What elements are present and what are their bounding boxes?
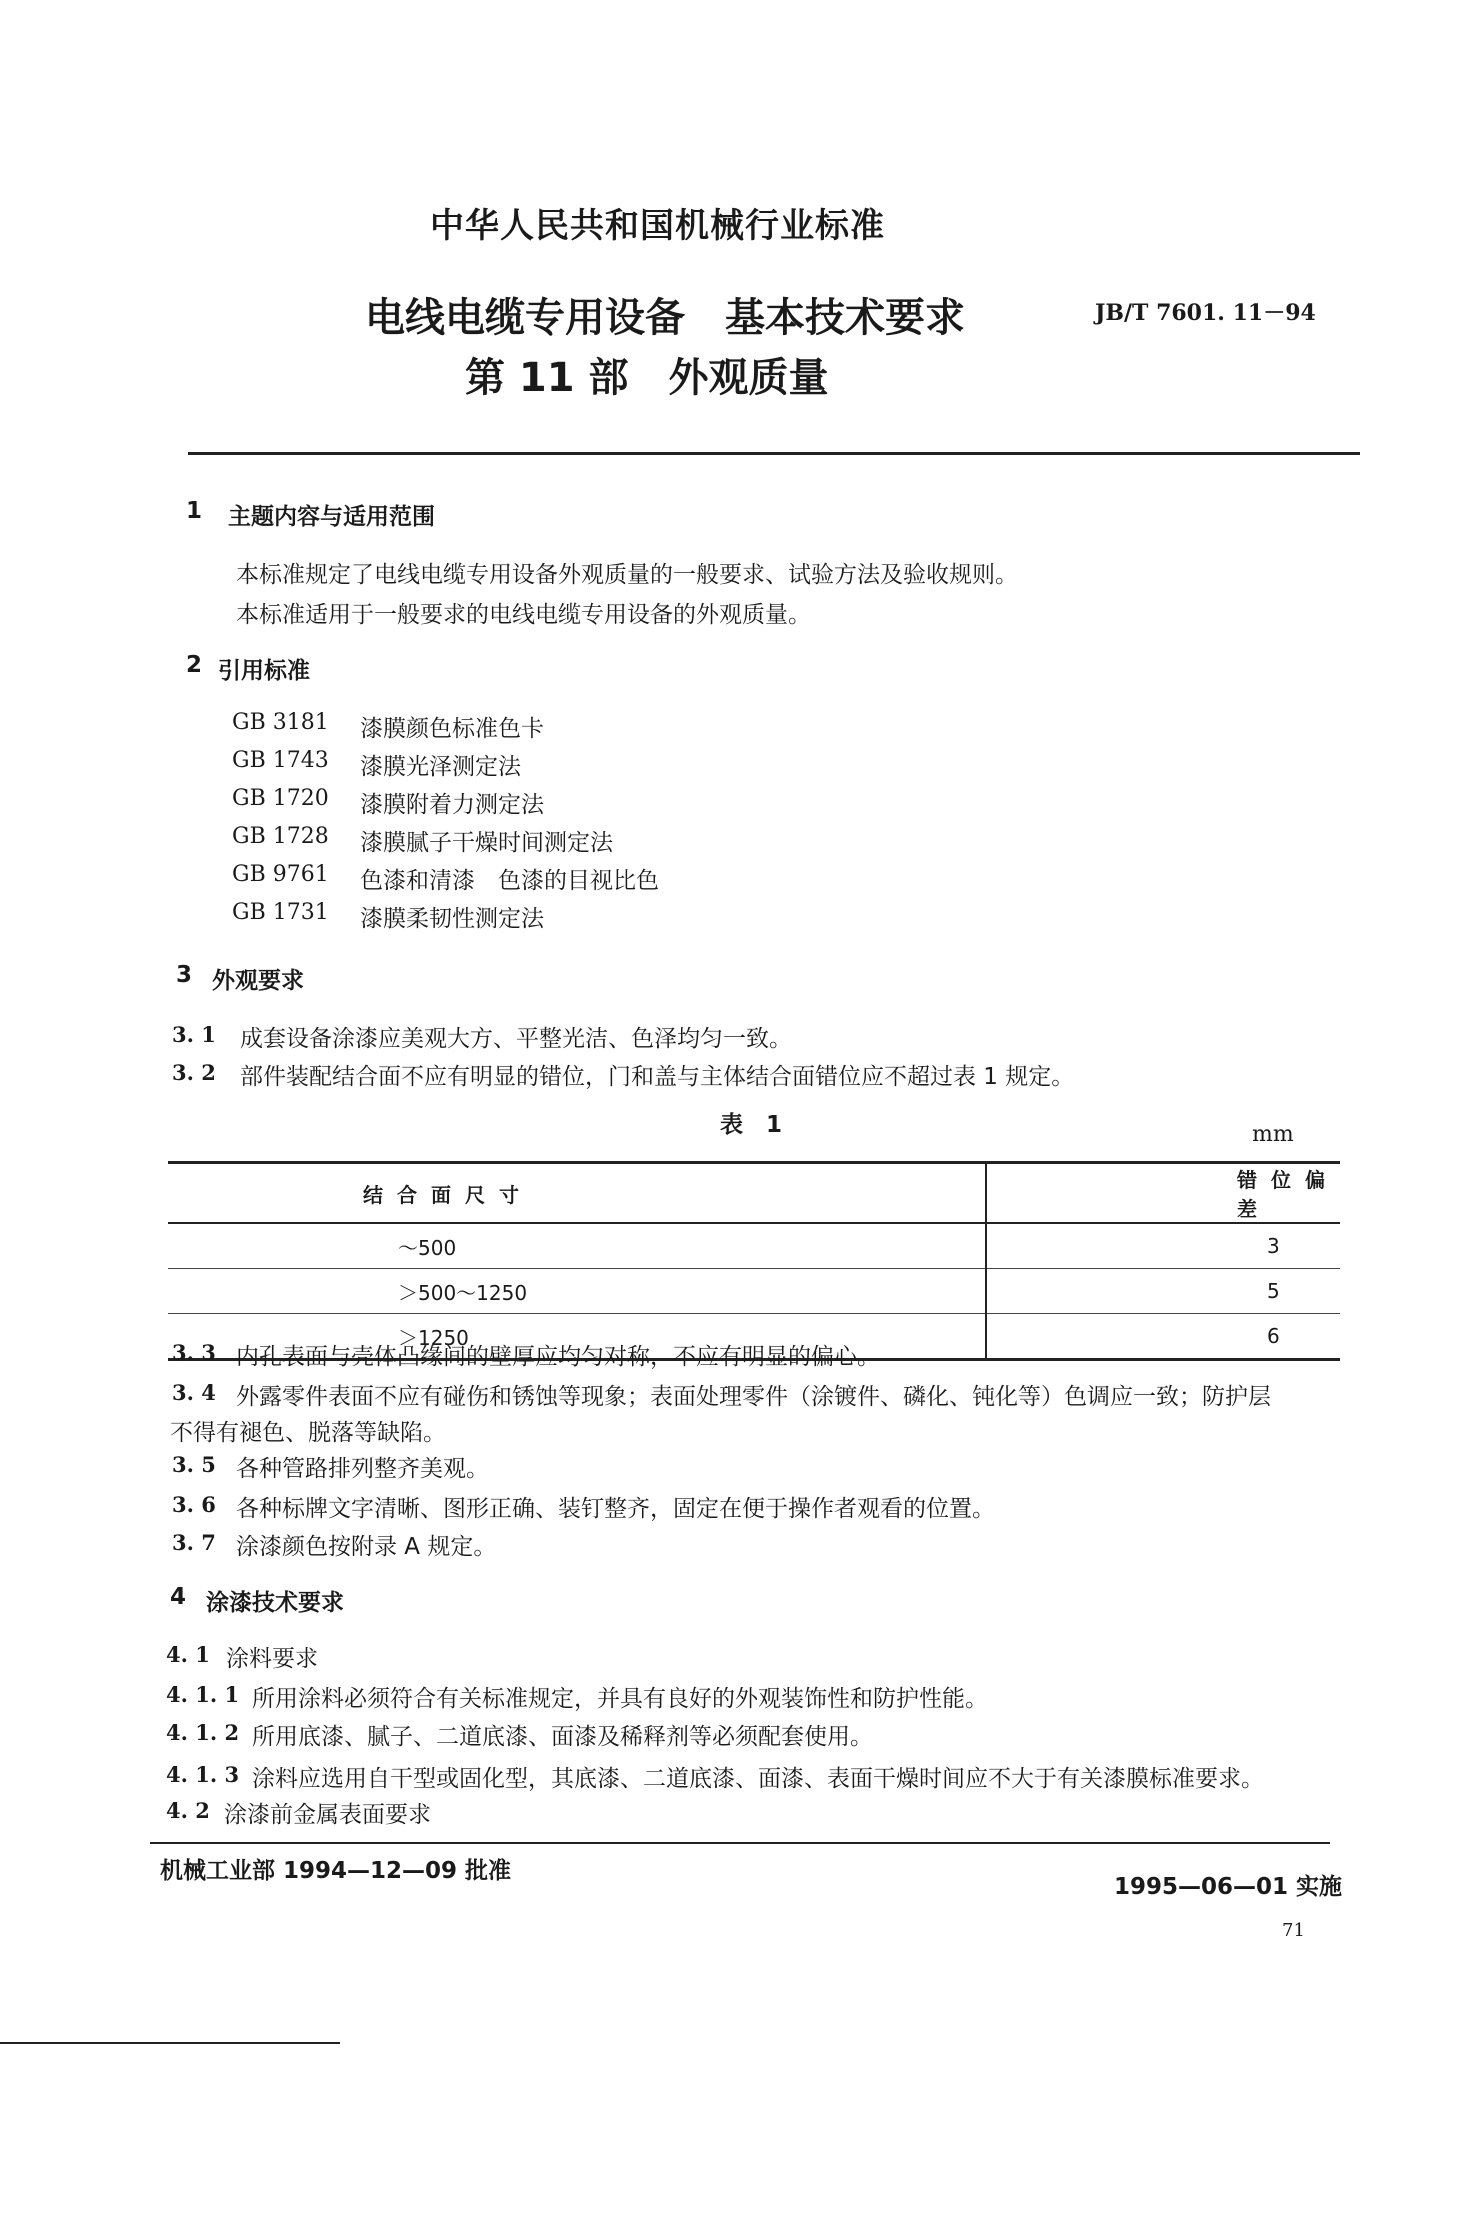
footer-rule <box>150 1842 1330 1844</box>
clause-text: 部件装配结合面不应有明显的错位，门和盖与主体结合面错位应不超过表 1 规定。 <box>240 1064 1075 1090</box>
section-1-paragraph: 本标准规定了电线电缆专用设备外观质量的一般要求、试验方法及验收规则。 <box>236 562 1018 588</box>
ref-name: 色漆和清漆 色漆的目视比色 <box>360 868 659 894</box>
table-header-cell: 错位偏差 <box>1237 1168 1339 1221</box>
clause-text-continued: 不得有褪色、脱落等缺陷。 <box>170 1420 446 1446</box>
clause-text: 各种标牌文字清晰、图形正确、装钉整齐，固定在便于操作者观看的位置。 <box>236 1496 995 1522</box>
section-4-title: 涂漆技术要求 <box>206 1590 344 1616</box>
section-1-number: 1 <box>186 498 203 524</box>
clause-number: 4. 1. 2 <box>166 1720 240 1745</box>
section-3-number: 3 <box>176 962 193 988</box>
scan-edge-line <box>0 2042 340 2044</box>
clause-text: 成套设备涂漆应美观大方、平整光洁、色泽均匀一致。 <box>240 1026 792 1052</box>
ref-code: GB 1731 <box>232 900 329 925</box>
ref-code: GB 1720 <box>232 786 329 811</box>
clause-text: 涂漆前金属表面要求 <box>224 1802 431 1828</box>
clause-text: 内孔表面与壳体凸缘间的壁厚应均匀对称，不应有明显的偏心。 <box>236 1344 880 1370</box>
page-number: 71 <box>1282 1920 1305 1941</box>
approval-note: 机械工业部 1994—12—09 批准 <box>160 1858 512 1884</box>
section-3-title: 外观要求 <box>212 968 304 994</box>
clause-number: 4. 2 <box>166 1798 210 1823</box>
clause-text: 涂料应选用自干型或固化型，其底漆、二道底漆、面漆、表面干燥时间应不大于有关漆膜标准要求。 <box>252 1766 1264 1792</box>
ref-name: 漆膜柔韧性测定法 <box>360 906 544 932</box>
table-caption: 表 1 <box>720 1112 783 1138</box>
ref-code: GB 9761 <box>232 862 329 887</box>
ref-code: GB 3181 <box>232 710 329 735</box>
table-cell: 6 <box>1267 1324 1280 1348</box>
clause-number: 3. 7 <box>172 1530 216 1555</box>
table-cell: 3 <box>1267 1234 1280 1258</box>
standard-code: JB/T 7601. 11－94 <box>1095 300 1316 326</box>
clause-number: 4. 1 <box>166 1642 210 1667</box>
clause-number: 4. 1. 1 <box>166 1682 240 1707</box>
industry-standard-title: 中华人民共和国机械行业标准 <box>430 206 885 246</box>
clause-number: 3. 1 <box>172 1022 216 1047</box>
clause-text: 涂漆颜色按附录 A 规定。 <box>236 1534 497 1560</box>
table-header-cell: 结合面尺寸 <box>168 1163 986 1224</box>
table-header-row <box>168 1163 1340 1224</box>
clause-text: 各种管路排列整齐美观。 <box>236 1456 489 1482</box>
ref-code: GB 1743 <box>232 748 329 773</box>
table-row <box>168 1223 1340 1269</box>
clause-number: 3. 2 <box>172 1060 216 1085</box>
clause-number: 3. 6 <box>172 1492 216 1517</box>
document-subtitle: 第 11 部 外观质量 <box>465 355 829 401</box>
ref-name: 漆膜附着力测定法 <box>360 792 544 818</box>
section-1-paragraph: 本标准适用于一般要求的电线电缆专用设备的外观质量。 <box>236 602 811 628</box>
section-1-title: 主题内容与适用范围 <box>228 504 435 530</box>
clause-text: 所用底漆、腻子、二道底漆、面漆及稀释剂等必须配套使用。 <box>252 1724 873 1750</box>
deviation-table <box>168 1161 1340 1361</box>
ref-name: 漆膜颜色标准色卡 <box>360 716 544 742</box>
clause-number: 4. 1. 3 <box>166 1762 240 1787</box>
clause-text: 涂料要求 <box>226 1646 318 1672</box>
effective-date: 1995—06—01 实施 <box>1114 1874 1343 1900</box>
section-4-number: 4 <box>170 1584 187 1610</box>
table-cell: 5 <box>1267 1279 1280 1303</box>
header-rule <box>188 452 1360 455</box>
section-2-title: 引用标准 <box>218 658 310 684</box>
ref-name: 漆膜腻子干燥时间测定法 <box>360 830 613 856</box>
section-2-number: 2 <box>186 652 203 678</box>
ref-name: 漆膜光泽测定法 <box>360 754 521 780</box>
table-cell: ～500 <box>168 1223 986 1269</box>
clause-number: 3. 4 <box>172 1380 216 1405</box>
clause-text: 外露零件表面不应有碰伤和锈蚀等现象；表面处理零件（涂镀件、磷化、钝化等）色调应一致；防护层 <box>236 1384 1271 1410</box>
clause-number: 3. 3 <box>172 1340 216 1365</box>
clause-text: 所用涂料必须符合有关标准规定，并具有良好的外观装饰性和防护性能。 <box>252 1686 988 1712</box>
table-row <box>168 1269 1340 1314</box>
table-cell: ＞1250 <box>168 1314 986 1360</box>
clause-number: 3. 5 <box>172 1452 216 1477</box>
document-title: 电线电缆专用设备 基本技术要求 <box>365 295 965 341</box>
table-cell: ＞500～1250 <box>168 1269 986 1314</box>
ref-code: GB 1728 <box>232 824 329 849</box>
table-unit: mm <box>1252 1122 1294 1147</box>
